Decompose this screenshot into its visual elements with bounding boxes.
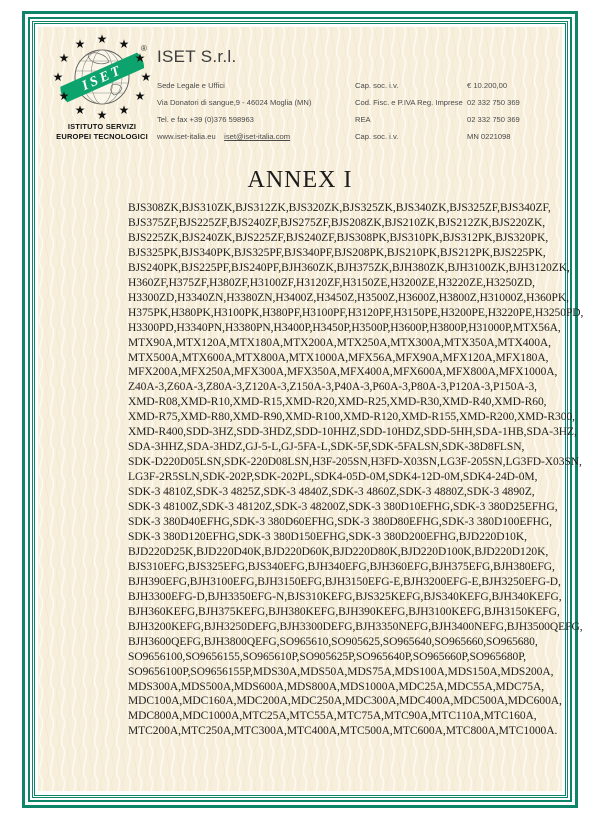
model-code-line: XMD-R75,XMD-R80,XMD-R90,XMD-R100,XMD-R120,XMD-R155,XMD-R200,XMD-R300, xyxy=(128,411,575,424)
svg-text:★: ★ xyxy=(96,33,108,46)
logo-caption-line1: ISTITUTO SERVIZI xyxy=(67,122,137,131)
model-code-line: SO9656100P,SO9656155P,MDS30A,MDS50A,MDS75A,MDS100A,MDS150A,MDS200A, xyxy=(128,665,554,678)
model-code-line: LG3F-2R5SLN,SDK-202P,SDK-202PL,SDK4-05D-0M,SDK4-12D-0M,SDK4-24D-0M, xyxy=(128,471,538,484)
model-code-line: MTX90A,MTX120A,MTX180A,MTX200A,MTX250A,MTX300A,MTX350A,MTX400A, xyxy=(128,336,551,349)
contact-label: Cap. soc. i.v. xyxy=(355,81,399,90)
contact-value: 02 332 750 369 xyxy=(467,115,520,124)
contact-value: 02 332 750 369 xyxy=(467,98,520,107)
model-code-line: SDK-3 380D120EFHG,SDK-3 380D150EFHG,SDK-3 380D200EFHG,BJD220D10K, xyxy=(128,530,527,543)
svg-text:★: ★ xyxy=(118,37,130,51)
model-code-line: SDK-3 4810Z,SDK-3 4825Z,SDK-3 4840Z,SDK-3 4860Z,SDK-3 4880Z,SDK-3 4890Z, xyxy=(128,486,535,499)
svg-text:ISET: ISET xyxy=(79,62,126,94)
model-code-line: H375PK,H380PK,H3100PK,H380PF,H3100PF,H3120PF,H3150PE,H3200PE,H3220PE,H3250PD, xyxy=(128,306,584,319)
model-code-line: BJH3300EFG-D,BJH3350EFG-N,BJS310KEFG,BJS325KEFG,BJS340KEFG,BJH340KEFG, xyxy=(128,590,562,603)
contact-value: € 10.200,00 xyxy=(467,81,508,90)
model-code-line: BJH3600QEFG,BJH3800QEFG,SO965610,SO905625,SO965640,SO965660,SO965680, xyxy=(128,635,538,648)
contact-label: Cod. Fisc. e P.IVA Reg. Imprese xyxy=(355,98,463,107)
model-code-line: BJS308ZK,BJS310ZK,BJS312ZK,BJS320ZK,BJS325ZK,BJS340ZK,BJS325ZF,BJS340ZF, xyxy=(128,202,551,214)
contact-table xyxy=(157,81,557,149)
svg-text:★: ★ xyxy=(52,70,64,84)
contact-row xyxy=(157,132,557,149)
contact-address-line: Via Donatori di sangue,9 - 46024 Moglia (MN) xyxy=(157,98,312,107)
svg-text:★: ★ xyxy=(58,51,70,65)
iset-logo xyxy=(44,33,160,128)
svg-text:★: ★ xyxy=(58,89,70,103)
model-code-line: BJS225ZK,BJS240ZK,BJS225ZF,BJS240ZF,BJS308PK,BJS310PK,BJS312PK,BJS320PK, xyxy=(128,231,549,244)
svg-text:★: ★ xyxy=(134,51,146,65)
model-code-line: BJS325PK,BJS340PK,BJS325PF,BJS340PF,BJS208PK,BJS210PK,BJS212PK,BJS225PK, xyxy=(128,246,546,259)
model-code-line: H3300PD,H3340PN,H3380PN,H3400P,H3450P,H3500P,H3600P,H3800P,H31000P,MTX56A, xyxy=(128,321,561,334)
model-code-line: XMD-R08,XMD-R10,XMD-R15,XMD-R20,XMD-R25,XMD-R30,XMD-R40,XMD-R60, xyxy=(128,396,547,409)
model-code-line: Z40A-3,Z60A-3,Z80A-3,Z120A-3,Z150A-3,P40A-3,P60A-3,P80A-3,P120A-3,P150A-3, xyxy=(128,381,537,394)
model-code-line: BJS310EFG,BJS325EFG,BJS340EFG,BJH340EFG,BJH360EFG,BJH375EFG,BJH380EFG, xyxy=(128,560,555,573)
model-code-line: H360ZF,H375ZF,H380ZF,H3100ZF,H3120ZF,H3150ZE,H3200ZE,H3220ZE,H3250ZD, xyxy=(128,276,535,289)
contact-address-line: Sede Legale e Uffici xyxy=(157,81,225,90)
contact-row xyxy=(157,115,557,132)
model-code-line: BJS240PK,BJS225PF,BJS240PF,BJH360ZK,BJH375ZK,BJH380ZK,BJH3100ZK,BJH3120ZK, xyxy=(128,261,570,274)
contact-row xyxy=(157,98,557,115)
contact-label: Cap. soc. i.v. xyxy=(355,132,399,141)
contact-value: MN 0221098 xyxy=(467,132,511,141)
model-code-line: MDC800A,MDC1000A,MTC25A,MTC55A,MTC75A,MTC90A,MTC110A,MTC160A, xyxy=(128,710,537,723)
model-code-line: XMD-R400,SDD-3HZ,SDD-3HDZ,SDD-10HHZ,SDD-10HDZ,SDD-5HH,SDA-1HB,SDA-3HZ, xyxy=(128,426,577,439)
svg-text:★: ★ xyxy=(140,70,152,84)
svg-text:★: ★ xyxy=(118,103,130,117)
iset-logo-emblem xyxy=(44,33,160,123)
model-code-line: SDA-3HHZ,SDA-3HDZ,GJ-5-L,GJ-5FA-L,SDK-5F,SDK-5FALSN,SDK-38D8FLSN, xyxy=(128,441,525,454)
logo-caption-line2: EUROPEI TECNOLOGICI xyxy=(56,131,148,141)
registered-trademark-symbol: ® xyxy=(141,44,147,53)
model-code-line: MDS300A,MDS500A,MDS600A,MDS800A,MDS1000A,MDC25A,MDC55A,MDC75A, xyxy=(128,680,545,693)
model-code-line: H3300ZD,H3340ZN,H3380ZN,H3400Z,H3450Z,H3500Z,H3600Z,H3800Z,H31000Z,H360PK, xyxy=(128,291,569,304)
email-link[interactable]: iset@iset-italia.com xyxy=(224,132,291,141)
page-title: ANNEX I xyxy=(247,167,353,193)
model-code-line: SO9656100,SO9656155,SO965610P,SO905625P,SO965640P,SO965660P,SO965680P, xyxy=(128,650,527,663)
model-code-line: BJH3200KEFG,BJH3250DEFG,BJH3300DEFG,BJH3350NEFG,BJH3400NEFG,BJH3500QEFG, xyxy=(128,620,583,633)
model-code-line: MTX500A,MTX600A,MTX800A,MTX1000A,MFX56A,MFX90A,MFX120A,MFX180A, xyxy=(128,351,549,364)
model-code-line: SDK-D220D05LSN,SDK-220D08LSN,H3F-205SN,H3FD-X03SN,LG3F-205SN,LG3FD-X03SN, xyxy=(128,456,582,469)
contact-phone-line: Tel. e fax +39 (0)376 598963 xyxy=(157,115,254,124)
model-code-line: MFX200A,MFX250A,MFX300A,MFX350A,MFX400A,MFX600A,MFX800A,MFX1000A, xyxy=(128,366,558,379)
model-code-list xyxy=(128,201,584,739)
model-code-line: SDK-3 380D40EFHG,SDK-3 380D60EFHG,SDK-3 380D80EFHG,SDK-3 380D100EFHG, xyxy=(128,516,552,529)
svg-text:★: ★ xyxy=(96,108,108,122)
model-code-line: MTC200A,MTC250A,MTC300A,MTC400A,MTC500A,MTC600A,MTC800A,MTC1000A. xyxy=(128,725,558,738)
contact-label: REA xyxy=(355,115,371,124)
model-code-line: MDC100A,MDC160A,MDC200A,MDC250A,MDC300A,MDC400A,MDC500A,MDC600A, xyxy=(128,695,562,708)
model-code-line: SDK-3 48100Z,SDK-3 48120Z,SDK-3 48200Z,SDK-3 380D10EFHG,SDK-3 380D25EFHG, xyxy=(128,501,558,514)
model-code-line: BJH360KEFG,BJH375KEFG,BJH380KEFG,BJH390KEFG,BJH3100KEFG,BJH3150KEFG, xyxy=(128,605,560,618)
model-code-line: BJS375ZF,BJS225ZF,BJS240ZF,BJS275ZF,BJS208ZK,BJS210ZK,BJS212ZK,BJS220ZK, xyxy=(128,216,546,229)
svg-text:★: ★ xyxy=(74,37,86,51)
website-text: www.iset-italia.eu xyxy=(157,132,216,141)
contact-row xyxy=(157,81,557,98)
company-name: ISET S.r.l. xyxy=(157,47,237,66)
model-code-line: BJH390EFG,BJH3100EFG,BJH3150EFG,BJH3150EFG-E,BJH3200EFG-E,BJH3250EFG-D, xyxy=(128,575,561,588)
svg-text:★: ★ xyxy=(74,103,86,117)
model-code-line: BJD220D25K,BJD220D40K,BJD220D60K,BJD220D80K,BJD220D100K,BJD220D120K, xyxy=(128,545,549,558)
svg-text:★: ★ xyxy=(134,89,146,103)
logo-caption xyxy=(40,122,164,141)
